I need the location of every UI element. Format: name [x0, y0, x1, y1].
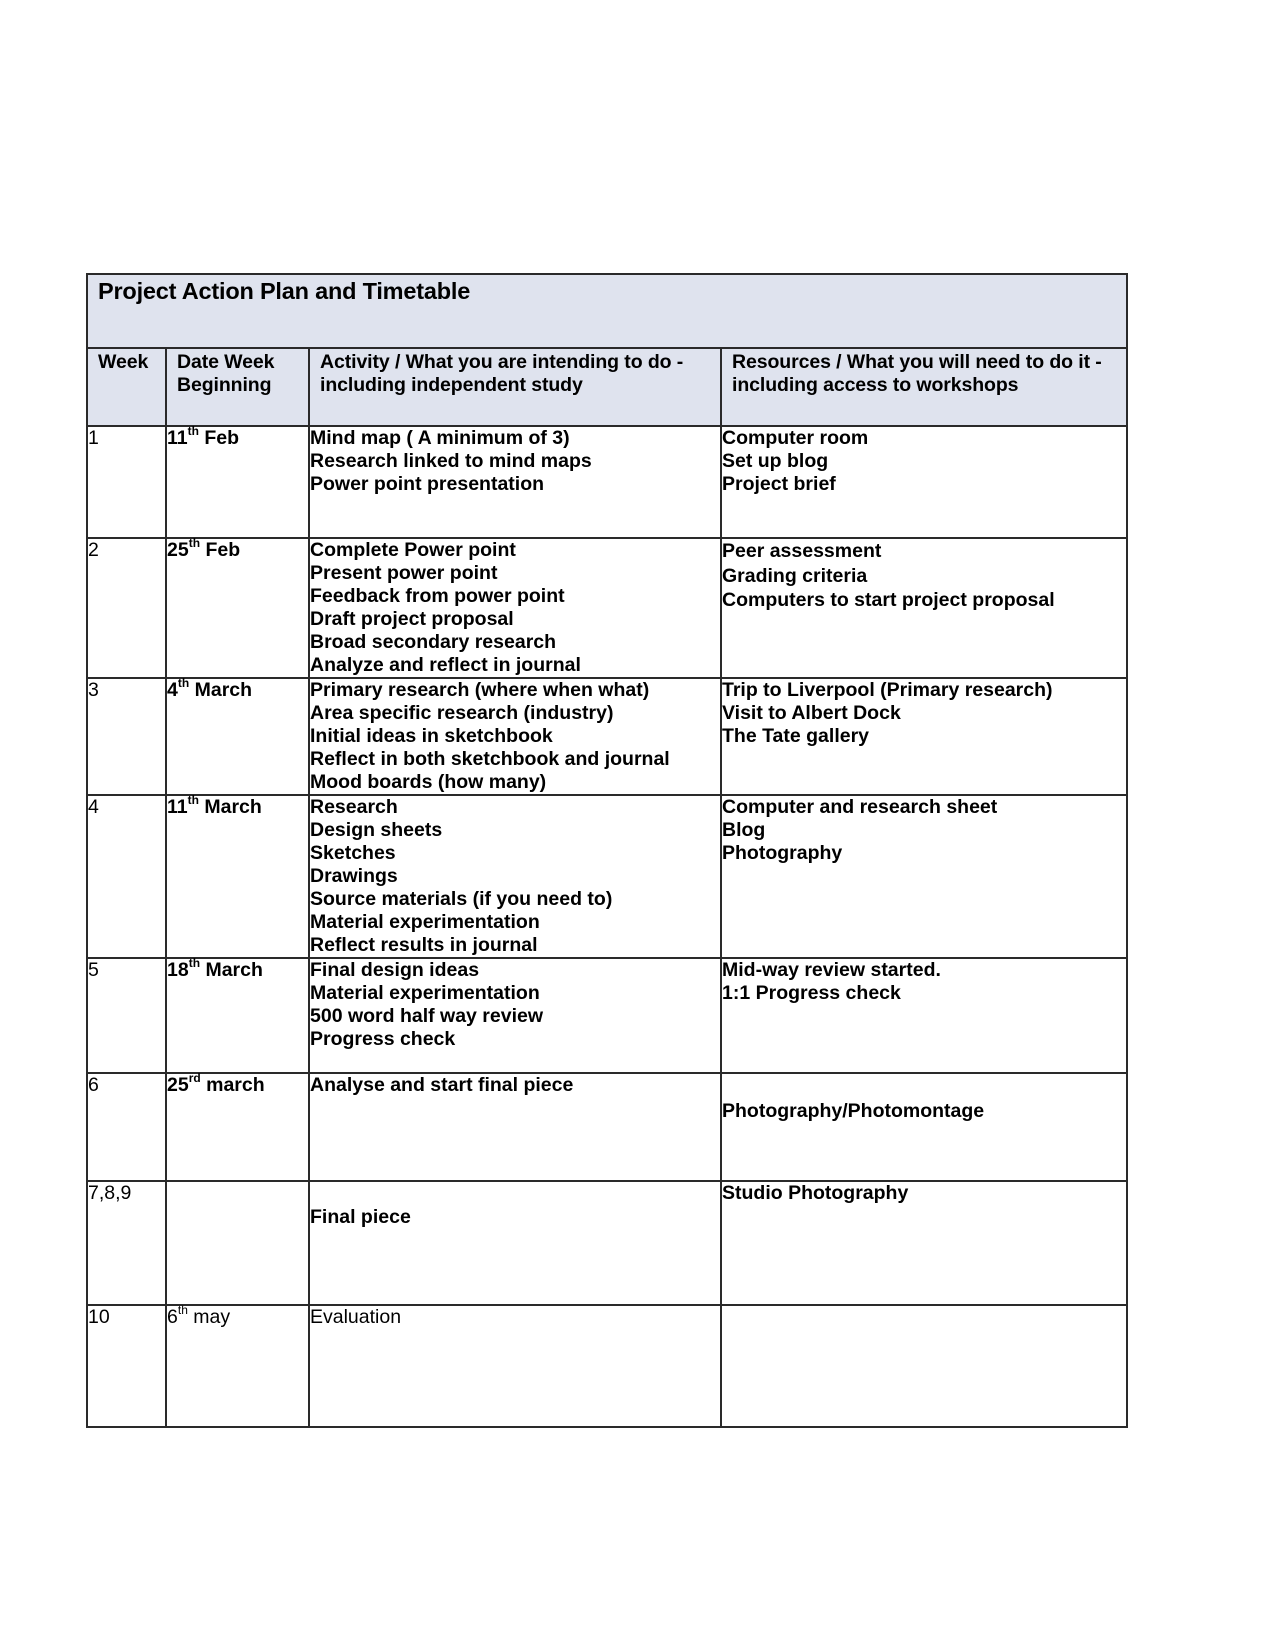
header-resources-line1: Resources / What you will need to do it - [732, 351, 1102, 373]
activity-cell [309, 678, 721, 795]
header-date [166, 348, 309, 426]
activity-item: Research [310, 796, 398, 818]
activity-item: Primary research (where when what) [310, 679, 650, 701]
activity-cell [309, 426, 721, 538]
header-week [87, 348, 166, 426]
resources-cell [721, 795, 1127, 958]
resource-item: Mid-way review started. [722, 959, 941, 981]
resources-cell [721, 1181, 1127, 1305]
activity-item: Material experimentation [310, 982, 540, 1004]
column-header-row [87, 348, 1127, 426]
activity-item: Source materials (if you need to) [310, 888, 613, 910]
table-row [87, 1073, 1127, 1181]
resource-item: Computer and research sheet [722, 796, 998, 818]
resources-cell [721, 1305, 1127, 1427]
activity-item: Analyze and reflect in journal [310, 654, 581, 676]
resource-item: Grading criteria [722, 564, 868, 587]
header-activity-line1: Activity / What you are intending to do - [320, 351, 684, 373]
header-activity [309, 348, 721, 426]
week-cell: 10 [87, 1305, 166, 1427]
activity-item: Progress check [310, 1028, 456, 1050]
table-row [87, 1305, 1127, 1427]
activity-item: Final design ideas [310, 959, 480, 981]
resource-item: Studio Photography [722, 1182, 909, 1204]
week-cell: 5 [87, 958, 166, 1073]
date-day: 11 [167, 796, 188, 818]
date-cell [166, 795, 309, 958]
activity-cell [309, 1073, 721, 1181]
activity-item: Design sheets [310, 819, 443, 841]
activity-item: Analyse and start final piece [310, 1074, 574, 1096]
date-day: 11 [167, 427, 188, 449]
date-suffix: rd [188, 1071, 201, 1085]
activity-item: Complete Power point [310, 539, 516, 561]
resources-cell [721, 426, 1127, 538]
header-activity-line2: including independent study [320, 374, 583, 396]
title-row [87, 274, 1127, 348]
date-suffix: th [187, 424, 199, 438]
activity-item: Initial ideas in sketchbook [310, 725, 553, 747]
date-month: Feb [200, 539, 241, 561]
table-row [87, 678, 1127, 795]
date-suffix: th [177, 676, 190, 690]
header-resources-line2: including access to workshops [732, 374, 1019, 396]
activity-cell [309, 1305, 721, 1427]
table-row [87, 426, 1127, 538]
date-suffix: th [177, 1303, 188, 1317]
resource-item: Set up blog [722, 450, 829, 472]
table-row [87, 795, 1127, 958]
week-cell: 1 [87, 426, 166, 538]
week-cell: 3 [87, 678, 166, 795]
activity-item: Reflect results in journal [310, 934, 538, 956]
activity-item: 500 word half way review [310, 1005, 544, 1027]
resources-cell [721, 958, 1127, 1073]
resource-item: Project brief [722, 473, 836, 495]
date-day: 6 [167, 1306, 178, 1328]
resource-item: Photography/Photomontage [722, 1100, 985, 1122]
page-title: Project Action Plan and Timetable [98, 278, 471, 304]
header-date-line2: Beginning [177, 374, 272, 396]
activity-item: Present power point [310, 562, 498, 584]
resources-cell [721, 678, 1127, 795]
table-row [87, 1181, 1127, 1305]
week-cell: 2 [87, 538, 166, 678]
activity-item: Material experimentation [310, 911, 540, 933]
date-month: March [200, 959, 263, 981]
resources-cell [721, 1073, 1127, 1181]
date-month: Feb [198, 427, 240, 449]
activity-item: Evaluation [310, 1306, 402, 1328]
activity-item: Sketches [310, 842, 396, 864]
activity-cell [309, 958, 721, 1073]
resource-item: Peer assessment [722, 540, 882, 562]
header-date-line1: Date Week [177, 351, 275, 373]
resource-item: Photography [722, 842, 843, 864]
date-suffix: th [187, 793, 199, 807]
week-cell: 6 [87, 1073, 166, 1181]
date-cell [166, 958, 309, 1073]
date-cell [166, 1073, 309, 1181]
header-resources [721, 348, 1127, 426]
header-week-label: Week [98, 351, 149, 373]
title-cell [87, 274, 1127, 348]
activity-item: Final piece [310, 1206, 411, 1228]
resource-item: Blog [722, 819, 766, 841]
activity-item: Mood boards (how many) [310, 771, 547, 793]
resource-item: 1:1 Progress check [722, 982, 901, 1004]
activity-item: Feedback from power point [310, 585, 565, 607]
resource-item: Visit to Albert Dock [722, 702, 901, 724]
week-cell: 4 [87, 795, 166, 958]
activity-item: Power point presentation [310, 473, 545, 495]
date-day: 25 [167, 1074, 189, 1096]
resource-item: The Tate gallery [722, 725, 870, 747]
date-cell [166, 538, 309, 678]
date-month: March [198, 796, 262, 818]
date-cell [166, 1305, 309, 1427]
activity-item: Area specific research (industry) [310, 702, 614, 724]
date-cell [166, 678, 309, 795]
date-suffix: th [188, 536, 201, 550]
activity-item: Broad secondary research [310, 631, 557, 653]
activity-item: Mind map ( A minimum of 3) [310, 427, 570, 449]
table-row [87, 958, 1127, 1073]
activity-cell [309, 1181, 721, 1305]
activity-item: Reflect in both sketchbook and journal [310, 748, 670, 770]
resource-item: Computers to start project proposal [722, 589, 1055, 611]
table-row [87, 538, 1127, 678]
activity-item: Research linked to mind maps [310, 450, 592, 472]
date-day: 25 [167, 539, 189, 561]
date-cell [166, 1181, 309, 1305]
resources-cell [721, 538, 1127, 678]
activity-item: Drawings [310, 865, 398, 887]
date-day: 18 [167, 959, 189, 981]
date-month: march [200, 1074, 265, 1096]
date-cell [166, 426, 309, 538]
date-month: may [187, 1306, 231, 1328]
date-month: March [189, 679, 253, 701]
date-suffix: th [188, 956, 201, 970]
resource-item: Trip to Liverpool (Primary research) [722, 679, 1053, 701]
activity-cell [309, 795, 721, 958]
resource-item: Computer room [722, 427, 869, 449]
action-plan-table [86, 273, 1128, 1428]
activity-cell [309, 538, 721, 678]
activity-item: Draft project proposal [310, 608, 514, 630]
date-day: 4 [167, 679, 178, 701]
week-cell: 7,8,9 [87, 1181, 166, 1305]
